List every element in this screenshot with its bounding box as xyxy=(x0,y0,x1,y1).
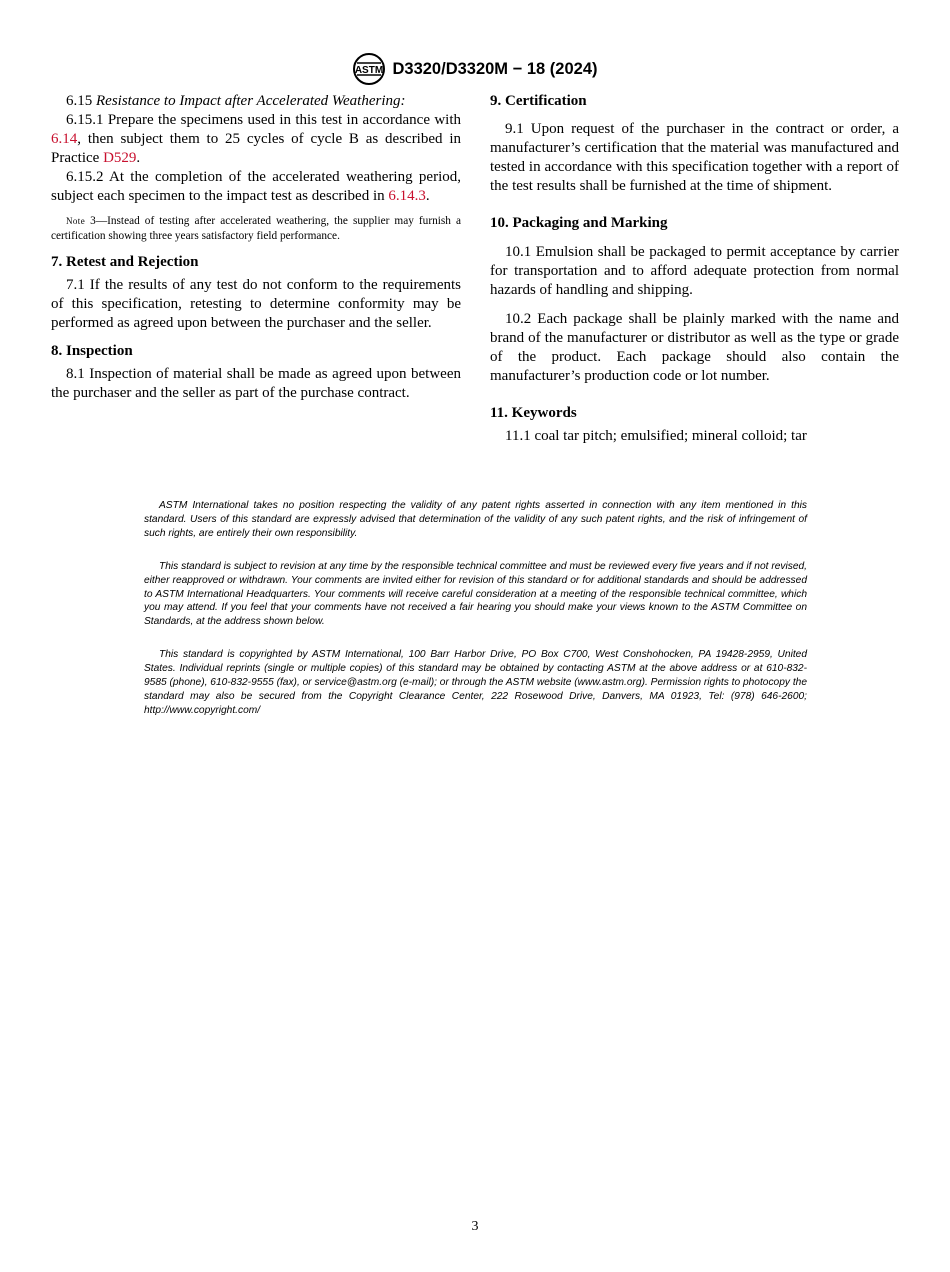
astm-logo-icon xyxy=(352,52,386,86)
paragraph-text: 6.15.2 At the completion of the accelerated weathering period, subject each specimen to the impact test as described in xyxy=(51,169,461,204)
paragraph-text: . xyxy=(136,150,141,166)
page-number: 3 xyxy=(471,1219,479,1234)
note-text: 3—Instead of testing after accelerated weathering, the supplier may furnish a certification showing three years satisfactory field performance. xyxy=(51,215,461,242)
section-9-1: 9.1 Upon request of the purchaser in the contract or order, a manufacturer’s certification that the material was manufactured and tested in accordance with this specification together with a report of the test results shall be furnished at the time of shipment. xyxy=(490,121,899,194)
heading-keywords: 11. Keywords xyxy=(490,405,577,421)
section-6-15 xyxy=(51,92,461,111)
left-column xyxy=(51,92,461,403)
section-number: 6.15 xyxy=(66,93,93,109)
paragraph-text: 6.15.1 Prepare the specimens used in this test in accordance with xyxy=(66,112,461,128)
section-7-1: 7.1 If the results of any test do not conform to the requirements of this specification, retesting to determine conformity may be performed as agreed upon between the purchaser and the seller. xyxy=(51,277,461,331)
section-11-1: 11.1 coal tar pitch; emulsified; mineral colloid; tar xyxy=(505,428,807,444)
revision-notice: This standard is subject to revision at any time by the responsible technical committee and must be reviewed every five years and if not revised, either reapproved or withdrawn. Your comments are invited either for revision of this standard or for additional standards and should be addressed to ASTM International Headquarters. Your comments will receive careful consideration at a meeting of the responsible technical committee, which you may attend. If you feel that your comments have not received a fair hearing you should make your views known to the ASTM Committee on Standards, at the address shown below. xyxy=(144,560,807,628)
footer-notices xyxy=(144,499,807,737)
heading-packaging-marking: 10. Packaging and Marking xyxy=(490,215,668,231)
copyright-notice: This standard is copyrighted by ASTM International, 100 Barr Harbor Drive, PO Box C700, West Conshohocken, PA 19428-2959, United States. Individual reprints (single or multiple copies) of this standard may be obtained by contacting ASTM at the above address or at 610-832-9585 (phone), 610-832-9555 (fax), or service@astm.org (e-mail); or through the ASTM website (www.astm.org). Permission rights to photocopy the standard may also be secured from the Copyright Clearance Center, 222 Rosewood Drive, Danvers, MA 01923, Tel: (978) 646-2600; http://www.copyright.com/ xyxy=(144,649,807,716)
heading-inspection: 8. Inspection xyxy=(51,343,133,359)
link-6-14[interactable]: 6.14 xyxy=(51,131,78,147)
section-6-15-2 xyxy=(51,168,461,206)
page-header xyxy=(0,52,950,86)
heading-retest-rejection: 7. Retest and Rejection xyxy=(51,254,199,270)
svg-text:ASTM: ASTM xyxy=(355,65,384,76)
link-6-14-3[interactable]: 6.14.3 xyxy=(388,188,426,204)
section-10-2: 10.2 Each package shall be plainly marked with the name and brand of the manufacturer or distributor as well as the type or grade of the product. Each package should also contain the manufacturer’s production code or lot number. xyxy=(490,311,899,384)
section-6-15-1 xyxy=(51,111,461,168)
patent-notice: ASTM International takes no position respecting the validity of any patent rights asserted in connection with any item mentioned in this standard. Users of this standard are expressly advised that determination of the validity of any such patent rights, and the risk of infringement of such rights, are entirely their own responsibility. xyxy=(144,500,807,539)
link-d529[interactable]: D529 xyxy=(103,150,137,166)
paragraph-text: , then subject them to 25 cycles of cycle B as described in Practice xyxy=(51,131,461,166)
right-column xyxy=(490,92,899,446)
section-title: Resistance to Impact after Accelerated Weathering: xyxy=(96,93,406,109)
document-designation: D3320/D3320M − 18 (2024) xyxy=(392,59,598,78)
note-3 xyxy=(51,214,461,244)
section-10-1: 10.1 Emulsion shall be packaged to permit acceptance by carrier for transportation and to afford adequate protection from normal hazards of handling and shipping. xyxy=(490,244,899,298)
heading-certification: 9. Certification xyxy=(490,93,587,109)
section-8-1: 8.1 Inspection of material shall be made as agreed upon between the purchaser and the seller as part of the purchase contract. xyxy=(51,366,461,401)
note-label: Note xyxy=(66,216,86,226)
paragraph-text: . xyxy=(425,188,430,204)
